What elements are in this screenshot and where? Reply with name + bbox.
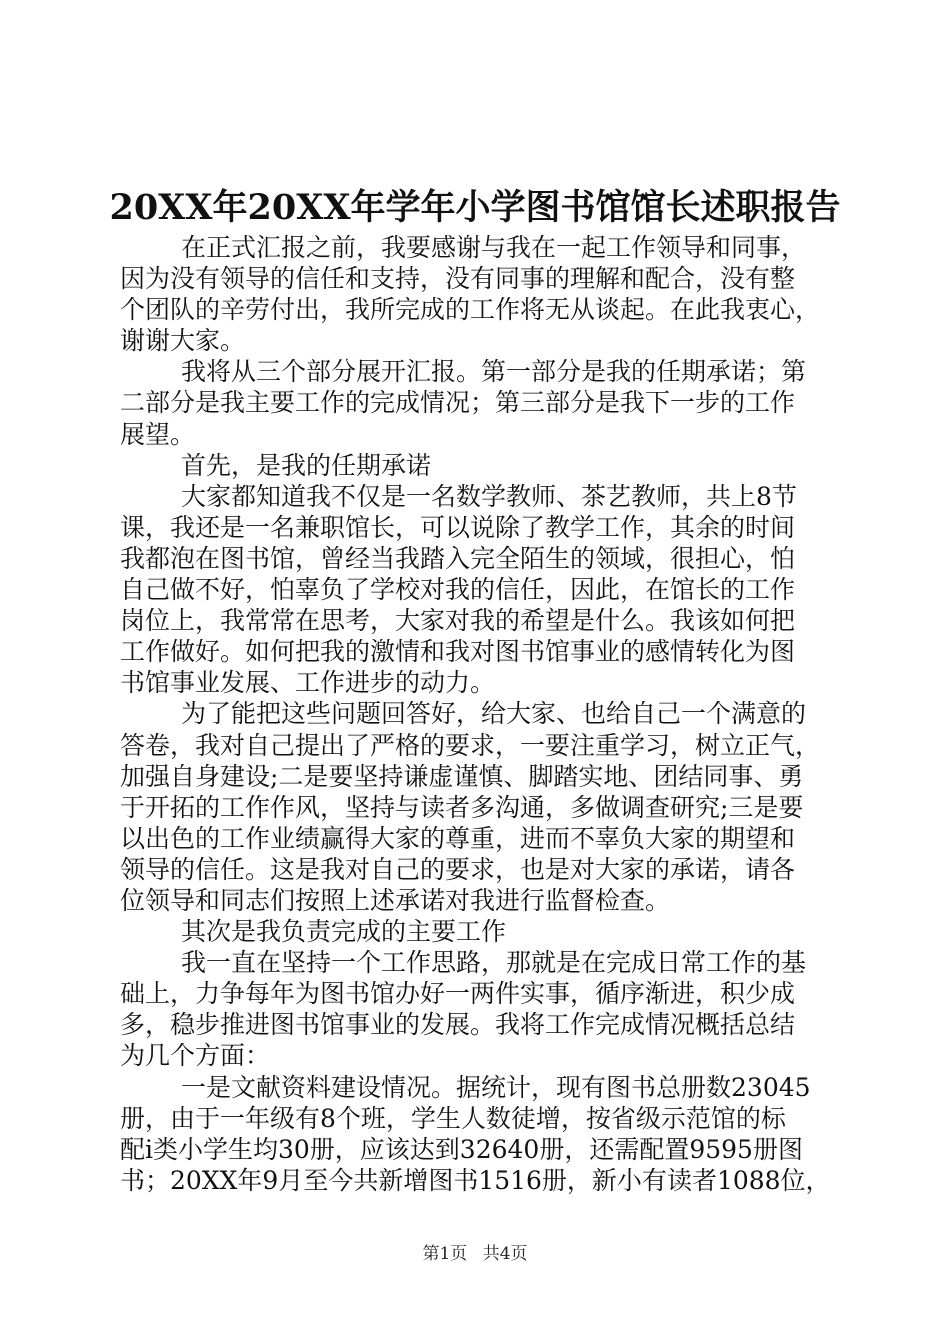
text-line: 一是文献资料建设情况。据统计，现有图书总册数23045 xyxy=(181,1072,811,1102)
page-number: 第1页 xyxy=(422,1244,468,1264)
text-line: 我一直在坚持一个工作思路，那就是在完成日常工作的基 xyxy=(181,948,807,978)
text-line: 其次是我负责完成的主要工作 xyxy=(181,917,507,947)
text-line: 为了能把这些问题回答好，给大家、也给自己一个满意的 xyxy=(181,699,807,729)
text-line: 个团队的辛劳付出，我所完成的工作将无从谈起。在此我衷心， xyxy=(120,295,821,325)
text-line: 册，由于一年级有8个班，学生人数徒增，按省级示范馆的标 xyxy=(120,1103,786,1133)
text-line: 课，我还是一名兼职馆长，可以说除了教学工作，其余的时间 xyxy=(120,512,796,542)
text-line: 首先，是我的任期承诺 xyxy=(181,450,432,480)
text-line: 答卷，我对自己提出了严格的要求，一要注重学习，树立正气， xyxy=(120,730,821,760)
text-line: 书；20XX年9月至今共新增图书1516册，新小有读者1088位， xyxy=(120,1165,831,1195)
text-line: 谢谢大家。 xyxy=(120,326,246,356)
text-line: 以出色的工作业绩赢得大家的尊重，进而不辜负大家的期望和 xyxy=(120,823,796,853)
text-line: 我都泡在图书馆，曾经当我踏入完全陌生的领域，很担心，怕 xyxy=(120,543,796,573)
document-title: 20XX年20XX年学年小学图书馆馆长述职报告 xyxy=(109,187,841,228)
text-line: 为几个方面： xyxy=(120,1041,271,1071)
text-line: 展望。 xyxy=(120,419,196,449)
text-line: 础上，力争每年为图书馆办好一两件实事，循序渐进，积少成 xyxy=(120,979,796,1009)
text-line: 我将从三个部分展开汇报。第一部分是我的任期承诺；第 xyxy=(181,357,807,387)
text-line: 大家都知道我不仅是一名数学教师、茶艺教师，共上8节 xyxy=(181,481,797,511)
document-body xyxy=(120,232,840,1196)
text-line: 书馆事业发展、工作进步的动力。 xyxy=(120,668,496,698)
text-line: 位领导和同志们按照上述承诺对我进行监督检查。 xyxy=(120,885,671,915)
text-line: 自己做不好，怕辜负了学校对我的信任，因此，在馆长的工作 xyxy=(120,575,796,605)
text-line: 二部分是我主要工作的完成情况；第三部分是我下一步的工作 xyxy=(120,388,796,418)
text-line: 岗位上，我常常在思考，大家对我的希望是什么。我该如何把 xyxy=(120,606,796,636)
text-line: 因为没有领导的信任和支持，没有同事的理解和配合，没有整 xyxy=(120,264,796,294)
text-line: 配ⅰ类小学生均30册，应该达到32640册，还需配置9595册图 xyxy=(120,1134,803,1164)
text-line: 多，稳步推进图书馆事业的发展。我将工作完成情况概括总结 xyxy=(120,1010,796,1040)
text-line: 工作做好。如何把我的激情和我对图书馆事业的感情转化为图 xyxy=(120,637,796,667)
text-line: 加强自身建设;二是要坚持谦虚谨慎、脚踏实地、团结同事、勇 xyxy=(120,761,804,791)
page-footer xyxy=(0,1242,950,1266)
text-line: 于开拓的工作作风，坚持与读者多沟通，多做调查研究;三是要 xyxy=(120,792,804,822)
text-line: 在正式汇报之前，我要感谢与我在一起工作领导和同事， xyxy=(181,233,807,262)
page-total: 共4页 xyxy=(482,1244,528,1264)
text-line: 领导的信任。这是我对自己的要求，也是对大家的承诺，请各 xyxy=(120,854,796,884)
